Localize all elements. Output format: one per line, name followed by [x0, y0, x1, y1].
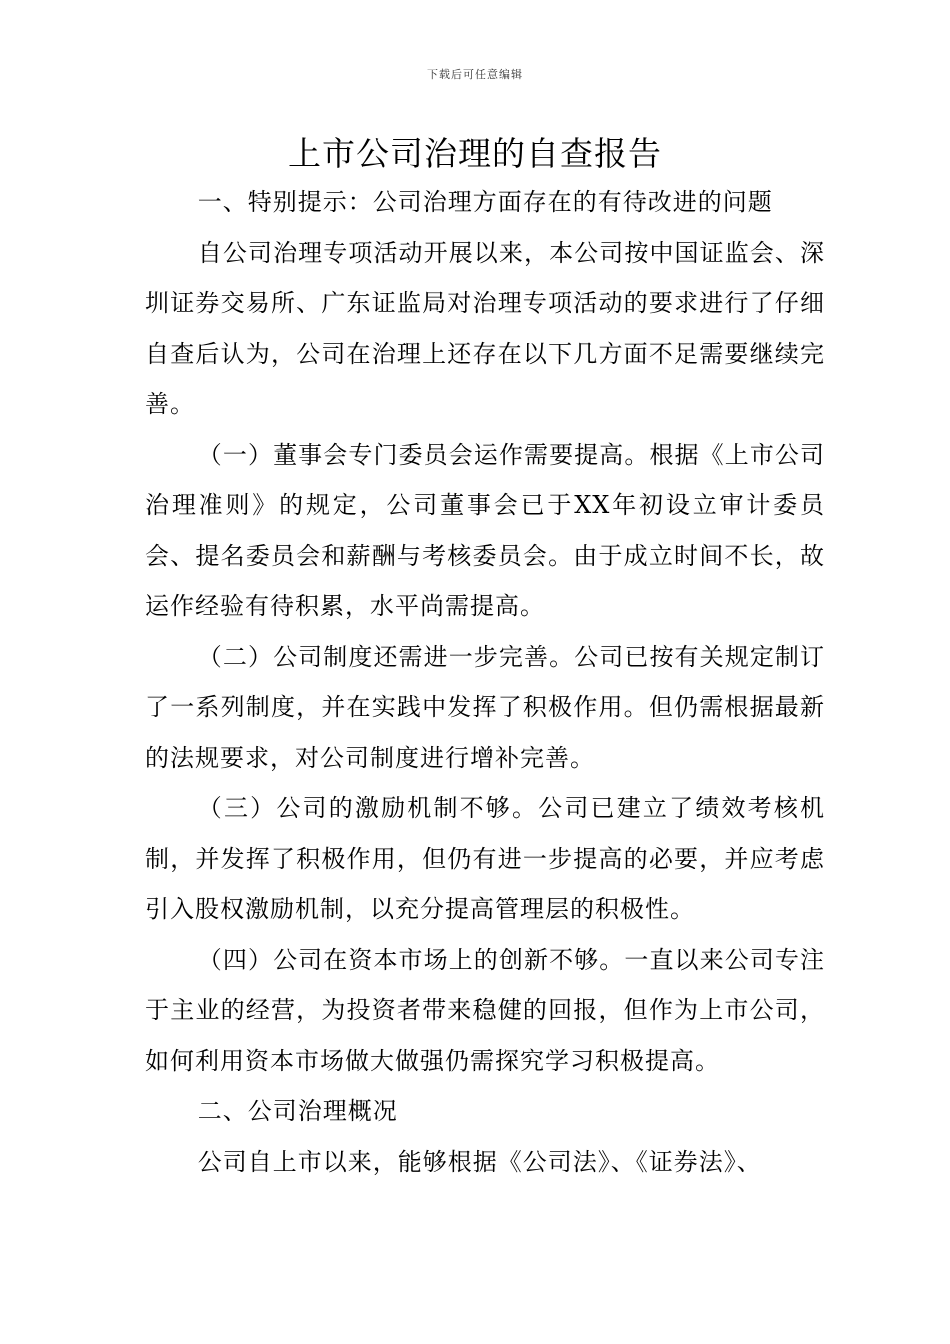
document-title: 上市公司治理的自查报告	[288, 134, 662, 173]
paragraph: （一）董事会专门委员会运作需要提高。根据《上市公司治理准则》的规定，公司董事会已于XX年初设立审计委员会、提名委员会和薪酬与考核委员会。由于成立时间不长，故运作经验有待积累，水平尚需提高。	[145, 440, 825, 620]
header-note: 下载后可任意编辑	[427, 68, 523, 81]
document-body	[145, 177, 825, 1187]
section-heading: 一、特别提示：公司治理方面存在的有待改进的问题	[197, 188, 773, 216]
paragraph: （三）公司的激励机制不够。公司已建立了绩效考核机制，并发挥了积极作用，但仍有进一步提高的必要，并应考虑引入股权激励机制，以充分提高管理层的积极性。	[145, 794, 825, 923]
paragraph: （四）公司在资本市场上的创新不够。一直以来公司专注于主业的经营，为投资者带来稳健的回报，但作为上市公司，如何利用资本市场做大做强仍需探究学习积极提高。	[145, 945, 825, 1075]
paragraph: 公司自上市以来，能够根据《公司法》、《证券法》、	[197, 1147, 762, 1176]
paragraph: （二）公司制度还需进一步完善。公司已按有关规定制订了一系列制度，并在实践中发挥了积极作用。但仍需根据最新的法规要求，对公司制度进行增补完善。	[145, 642, 825, 772]
section-heading: 二、公司治理概况	[197, 1097, 398, 1125]
paragraph: 自公司治理专项活动开展以来，本公司按中国证监会、深圳证券交易所、广东证监局对治理专项活动的要求进行了仔细自查后认为，公司在治理上还存在以下几方面不足需要继续完善。	[145, 238, 825, 418]
